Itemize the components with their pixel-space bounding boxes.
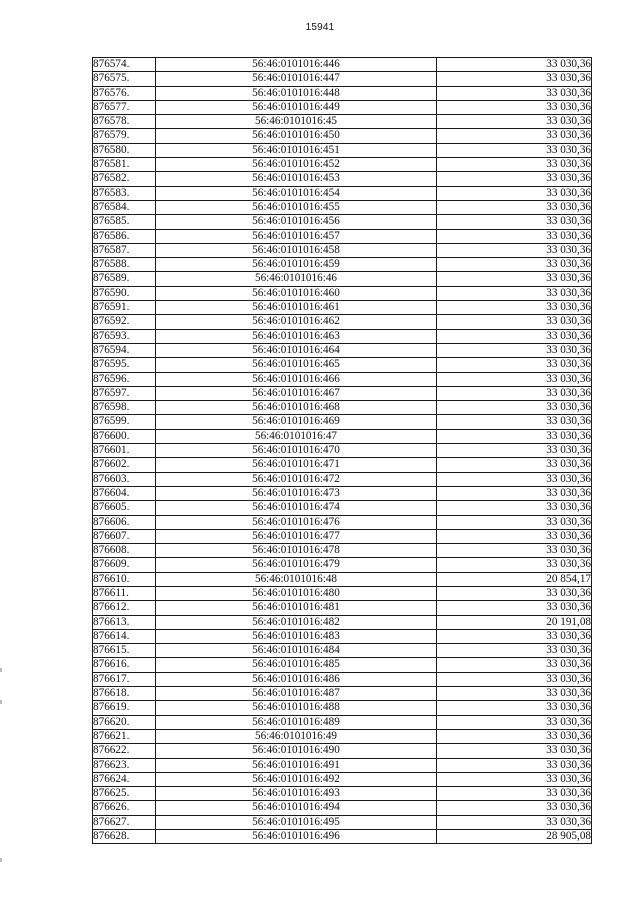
value-cell: 33 030,36 [437, 229, 592, 243]
cadastral-number-cell: 56:46:0101016:466 [156, 372, 437, 386]
cadastral-number-cell: 56:46:0101016:470 [156, 444, 437, 458]
value-cell: 33 030,36 [437, 772, 592, 786]
value-cell: 33 030,36 [437, 272, 592, 286]
cadastral-number-cell: 56:46:0101016:451 [156, 143, 437, 157]
cadastral-number-cell: 56:46:0101016:450 [156, 129, 437, 143]
row-number-cell: 876574. [93, 58, 156, 72]
table-row [93, 658, 592, 672]
row-number-cell: 876595. [93, 358, 156, 372]
cadastral-number-cell: 56:46:0101016:46 [156, 272, 437, 286]
row-number-cell: 876607. [93, 529, 156, 543]
value-cell: 33 030,36 [437, 200, 592, 214]
cadastral-number-cell: 56:46:0101016:453 [156, 172, 437, 186]
row-number-cell: 876579. [93, 129, 156, 143]
table-row [93, 100, 592, 114]
row-number-cell: 876591. [93, 301, 156, 315]
value-cell: 33 030,36 [437, 787, 592, 801]
table-row [93, 444, 592, 458]
cadastral-number-cell: 56:46:0101016:463 [156, 329, 437, 343]
table-row [93, 372, 592, 386]
row-number-cell: 876613. [93, 615, 156, 629]
value-cell: 33 030,36 [437, 115, 592, 129]
table-row [93, 186, 592, 200]
table-row [93, 644, 592, 658]
row-number-cell: 876624. [93, 772, 156, 786]
table-row [93, 558, 592, 572]
cadastral-number-cell: 56:46:0101016:478 [156, 544, 437, 558]
cadastral-number-cell: 56:46:0101016:447 [156, 72, 437, 86]
row-number-cell: 876582. [93, 172, 156, 186]
row-number-cell: 876620. [93, 715, 156, 729]
cadastral-number-cell: 56:46:0101016:495 [156, 815, 437, 829]
cadastral-number-cell: 56:46:0101016:492 [156, 772, 437, 786]
row-number-cell: 876593. [93, 329, 156, 343]
cadastral-number-cell: 56:46:0101016:493 [156, 787, 437, 801]
cadastral-number-cell: 56:46:0101016:449 [156, 100, 437, 114]
value-cell: 33 030,36 [437, 629, 592, 643]
value-cell: 33 030,36 [437, 172, 592, 186]
cadastral-number-cell: 56:46:0101016:452 [156, 158, 437, 172]
value-cell: 33 030,36 [437, 158, 592, 172]
value-cell: 33 030,36 [437, 515, 592, 529]
value-cell: 33 030,36 [437, 544, 592, 558]
row-number-cell: 876606. [93, 515, 156, 529]
row-number-cell: 876596. [93, 372, 156, 386]
table-row [93, 243, 592, 257]
row-number-cell: 876589. [93, 272, 156, 286]
cadastral-number-cell: 56:46:0101016:472 [156, 472, 437, 486]
table-row [93, 815, 592, 829]
cadastral-number-cell: 56:46:0101016:488 [156, 701, 437, 715]
cadastral-number-cell: 56:46:0101016:490 [156, 744, 437, 758]
table-row [93, 58, 592, 72]
value-cell: 33 030,36 [437, 72, 592, 86]
cadastral-number-cell: 56:46:0101016:494 [156, 801, 437, 815]
value-cell: 33 030,36 [437, 529, 592, 543]
value-cell: 33 030,36 [437, 672, 592, 686]
value-cell: 33 030,36 [437, 258, 592, 272]
table-row [93, 515, 592, 529]
row-number-cell: 876604. [93, 486, 156, 500]
row-number-cell: 876587. [93, 243, 156, 257]
row-number-cell: 876594. [93, 343, 156, 357]
table-row [93, 544, 592, 558]
value-cell: 33 030,36 [437, 315, 592, 329]
table-row [93, 386, 592, 400]
row-number-cell: 876617. [93, 672, 156, 686]
value-cell: 33 030,36 [437, 486, 592, 500]
value-cell: 33 030,36 [437, 129, 592, 143]
cadastral-number-cell: 56:46:0101016:486 [156, 672, 437, 686]
cadastral-number-cell: 56:46:0101016:489 [156, 715, 437, 729]
value-cell: 33 030,36 [437, 429, 592, 443]
row-number-cell: 876600. [93, 429, 156, 443]
table-row [93, 801, 592, 815]
row-number-cell: 876581. [93, 158, 156, 172]
row-number-cell: 876609. [93, 558, 156, 572]
cadastral-number-cell: 56:46:0101016:460 [156, 286, 437, 300]
table-row [93, 729, 592, 743]
row-number-cell: 876605. [93, 501, 156, 515]
table-row [93, 329, 592, 343]
value-cell: 33 030,36 [437, 687, 592, 701]
cadastral-number-cell: 56:46:0101016:457 [156, 229, 437, 243]
row-number-cell: 876626. [93, 801, 156, 815]
table-row [93, 830, 592, 844]
table-row [93, 486, 592, 500]
cadastral-number-cell: 56:46:0101016:468 [156, 401, 437, 415]
cadastral-number-cell: 56:46:0101016:473 [156, 486, 437, 500]
table-row [93, 572, 592, 586]
value-cell: 33 030,36 [437, 458, 592, 472]
value-cell: 33 030,36 [437, 801, 592, 815]
value-cell: 33 030,36 [437, 215, 592, 229]
value-cell: 33 030,36 [437, 658, 592, 672]
value-cell: 33 030,36 [437, 329, 592, 343]
cadastral-number-cell: 56:46:0101016:446 [156, 58, 437, 72]
row-number-cell: 876598. [93, 401, 156, 415]
value-cell: 20 854,17 [437, 572, 592, 586]
row-number-cell: 876614. [93, 629, 156, 643]
value-cell: 33 030,36 [437, 715, 592, 729]
table-row [93, 529, 592, 543]
value-cell: 20 191,08 [437, 615, 592, 629]
value-cell: 33 030,36 [437, 386, 592, 400]
table-row [93, 115, 592, 129]
row-number-cell: 876583. [93, 186, 156, 200]
row-number-cell: 876578. [93, 115, 156, 129]
cadastral-number-cell: 56:46:0101016:487 [156, 687, 437, 701]
scan-edge-mark [0, 858, 2, 862]
row-number-cell: 876612. [93, 601, 156, 615]
cadastral-number-cell: 56:46:0101016:465 [156, 358, 437, 372]
row-number-cell: 876576. [93, 86, 156, 100]
value-cell: 33 030,36 [437, 744, 592, 758]
table-row [93, 315, 592, 329]
row-number-cell: 876621. [93, 729, 156, 743]
cadastral-number-cell: 56:46:0101016:474 [156, 501, 437, 515]
value-cell: 33 030,36 [437, 586, 592, 600]
cadastral-number-cell: 56:46:0101016:469 [156, 415, 437, 429]
table-row [93, 143, 592, 157]
scan-edge-mark [0, 700, 2, 704]
cadastral-number-cell: 56:46:0101016:462 [156, 315, 437, 329]
table-row [93, 758, 592, 772]
value-cell: 33 030,36 [437, 358, 592, 372]
cadastral-number-cell: 56:46:0101016:459 [156, 258, 437, 272]
table-row [93, 601, 592, 615]
cadastral-number-cell: 56:46:0101016:456 [156, 215, 437, 229]
value-cell: 33 030,36 [437, 86, 592, 100]
row-number-cell: 876580. [93, 143, 156, 157]
table-row [93, 358, 592, 372]
cadastral-number-cell: 56:46:0101016:49 [156, 729, 437, 743]
table-row [93, 129, 592, 143]
value-cell: 33 030,36 [437, 301, 592, 315]
value-cell: 33 030,36 [437, 401, 592, 415]
row-number-cell: 876622. [93, 744, 156, 758]
value-cell: 33 030,36 [437, 644, 592, 658]
registry-table-body [93, 58, 592, 844]
table-row [93, 229, 592, 243]
table-row [93, 272, 592, 286]
row-number-cell: 876616. [93, 658, 156, 672]
table-row [93, 172, 592, 186]
cadastral-number-cell: 56:46:0101016:48 [156, 572, 437, 586]
row-number-cell: 876610. [93, 572, 156, 586]
row-number-cell: 876603. [93, 472, 156, 486]
value-cell: 33 030,36 [437, 143, 592, 157]
registry-table [92, 57, 592, 844]
cadastral-number-cell: 56:46:0101016:45 [156, 115, 437, 129]
value-cell: 33 030,36 [437, 758, 592, 772]
row-number-cell: 876588. [93, 258, 156, 272]
row-number-cell: 876618. [93, 687, 156, 701]
value-cell: 33 030,36 [437, 815, 592, 829]
cadastral-number-cell: 56:46:0101016:496 [156, 830, 437, 844]
cadastral-number-cell: 56:46:0101016:482 [156, 615, 437, 629]
table-row [93, 200, 592, 214]
cadastral-number-cell: 56:46:0101016:461 [156, 301, 437, 315]
row-number-cell: 876585. [93, 215, 156, 229]
table-row [93, 715, 592, 729]
table-row [93, 286, 592, 300]
cadastral-number-cell: 56:46:0101016:448 [156, 86, 437, 100]
table-row [93, 701, 592, 715]
value-cell: 33 030,36 [437, 444, 592, 458]
cadastral-number-cell: 56:46:0101016:454 [156, 186, 437, 200]
value-cell: 33 030,36 [437, 58, 592, 72]
value-cell: 33 030,36 [437, 729, 592, 743]
value-cell: 33 030,36 [437, 100, 592, 114]
value-cell: 33 030,36 [437, 558, 592, 572]
value-cell: 33 030,36 [437, 501, 592, 515]
table-row [93, 86, 592, 100]
table-row [93, 72, 592, 86]
value-cell: 28 905,08 [437, 830, 592, 844]
row-number-cell: 876627. [93, 815, 156, 829]
table-row [93, 772, 592, 786]
row-number-cell: 876586. [93, 229, 156, 243]
table-row [93, 615, 592, 629]
row-number-cell: 876575. [93, 72, 156, 86]
cadastral-number-cell: 56:46:0101016:471 [156, 458, 437, 472]
cadastral-number-cell: 56:46:0101016:476 [156, 515, 437, 529]
table-row [93, 472, 592, 486]
table-row [93, 401, 592, 415]
cadastral-number-cell: 56:46:0101016:467 [156, 386, 437, 400]
page-number: 15941 [305, 22, 335, 33]
scan-edge-mark [0, 668, 2, 672]
table-row [93, 787, 592, 801]
value-cell: 33 030,36 [437, 701, 592, 715]
cadastral-number-cell: 56:46:0101016:479 [156, 558, 437, 572]
row-number-cell: 876599. [93, 415, 156, 429]
table-row [93, 744, 592, 758]
table-row [93, 301, 592, 315]
row-number-cell: 876601. [93, 444, 156, 458]
table-row [93, 343, 592, 357]
cadastral-number-cell: 56:46:0101016:491 [156, 758, 437, 772]
value-cell: 33 030,36 [437, 601, 592, 615]
value-cell: 33 030,36 [437, 372, 592, 386]
cadastral-number-cell: 56:46:0101016:47 [156, 429, 437, 443]
table-row [93, 458, 592, 472]
cadastral-number-cell: 56:46:0101016:464 [156, 343, 437, 357]
value-cell: 33 030,36 [437, 286, 592, 300]
row-number-cell: 876611. [93, 586, 156, 600]
row-number-cell: 876628. [93, 830, 156, 844]
table-row [93, 258, 592, 272]
row-number-cell: 876584. [93, 200, 156, 214]
table-row [93, 586, 592, 600]
row-number-cell: 876608. [93, 544, 156, 558]
table-row [93, 687, 592, 701]
row-number-cell: 876625. [93, 787, 156, 801]
row-number-cell: 876590. [93, 286, 156, 300]
cadastral-number-cell: 56:46:0101016:484 [156, 644, 437, 658]
value-cell: 33 030,36 [437, 186, 592, 200]
row-number-cell: 876597. [93, 386, 156, 400]
value-cell: 33 030,36 [437, 415, 592, 429]
row-number-cell: 876619. [93, 701, 156, 715]
cadastral-number-cell: 56:46:0101016:483 [156, 629, 437, 643]
table-row [93, 158, 592, 172]
cadastral-number-cell: 56:46:0101016:477 [156, 529, 437, 543]
row-number-cell: 876592. [93, 315, 156, 329]
row-number-cell: 876602. [93, 458, 156, 472]
cadastral-number-cell: 56:46:0101016:458 [156, 243, 437, 257]
table-row [93, 429, 592, 443]
cadastral-number-cell: 56:46:0101016:455 [156, 200, 437, 214]
table-row [93, 215, 592, 229]
table-row [93, 501, 592, 515]
value-cell: 33 030,36 [437, 243, 592, 257]
table-row [93, 672, 592, 686]
cadastral-number-cell: 56:46:0101016:485 [156, 658, 437, 672]
row-number-cell: 876615. [93, 644, 156, 658]
value-cell: 33 030,36 [437, 472, 592, 486]
cadastral-number-cell: 56:46:0101016:481 [156, 601, 437, 615]
table-row [93, 629, 592, 643]
table-row [93, 415, 592, 429]
value-cell: 33 030,36 [437, 343, 592, 357]
row-number-cell: 876623. [93, 758, 156, 772]
cadastral-number-cell: 56:46:0101016:480 [156, 586, 437, 600]
row-number-cell: 876577. [93, 100, 156, 114]
